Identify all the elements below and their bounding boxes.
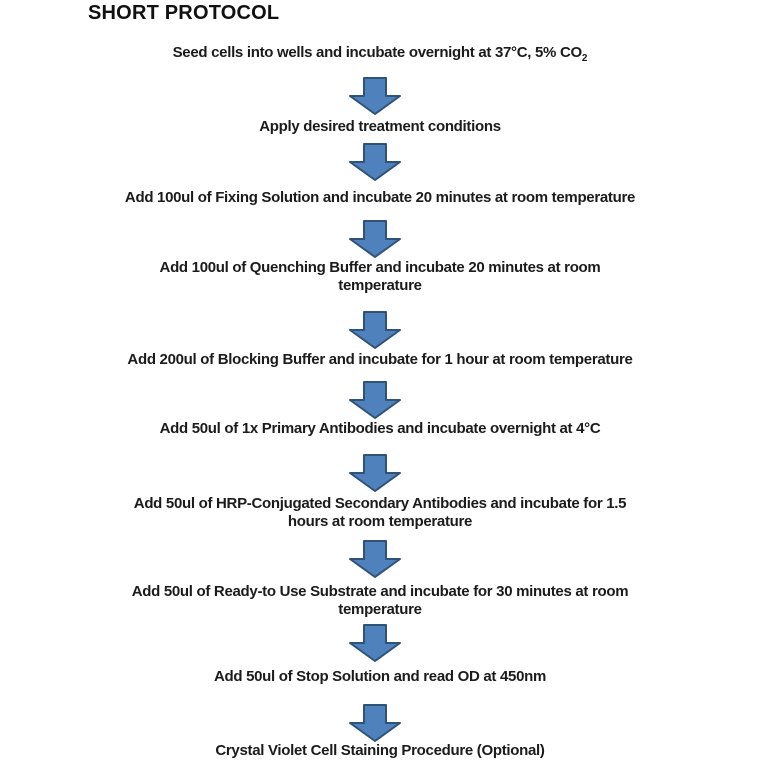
step-text: Crystal Violet Cell Staining Procedure (Optional) [215, 742, 545, 759]
down-arrow-icon [349, 381, 401, 419]
step-text: Apply desired treatment conditions [259, 118, 501, 135]
step-text: Add 50ul of HRP-Conjugated Secondary Antibodies and incubate for 1.5 [133, 495, 627, 512]
protocol-step-5 [0, 351, 760, 369]
step-text: Add 50ul of 1x Primary Antibodies and incubate overnight at 4°C [159, 420, 601, 437]
subscript-2: 2 [581, 53, 588, 64]
protocol-step-8 [0, 583, 760, 619]
down-arrow-icon [349, 143, 401, 181]
step-text: Add 50ul of Ready-to Use Substrate and incubate for 30 minutes at room [131, 583, 629, 600]
step-text: temperature [338, 601, 422, 618]
down-arrow-icon [349, 454, 401, 492]
down-arrow-icon [349, 624, 401, 662]
step-text: Add 50ul of Stop Solution and read OD at 450nm [213, 668, 547, 685]
protocol-step-6 [0, 420, 760, 438]
protocol-step-1 [0, 44, 760, 68]
down-arrow-icon [349, 311, 401, 349]
step-text: hours at room temperature [287, 513, 473, 530]
down-arrow-icon [349, 540, 401, 578]
step-text: Seed cells into wells and incubate overnight at 37°C, 5% $CO_2$ [172, 44, 588, 64]
protocol-step-4 [0, 259, 760, 295]
step-text: Add 200ul of Blocking Buffer and incubate for 1 hour at room temperature [127, 351, 633, 368]
protocol-step-3 [0, 189, 760, 207]
step-text: Add 100ul of Fixing Solution and incubate 20 minutes at room temperature [124, 189, 636, 206]
step-text: temperature [338, 277, 422, 294]
page-title: SHORT PROTOCOL [88, 2, 280, 24]
protocol-step-2 [0, 118, 760, 136]
down-arrow-icon [349, 704, 401, 742]
protocol-step-9 [0, 668, 760, 686]
step-text: Add 100ul of Quenching Buffer and incubate 20 minutes at room [159, 259, 601, 276]
protocol-step-7 [0, 495, 760, 531]
down-arrow-icon [349, 77, 401, 115]
down-arrow-icon [349, 220, 401, 258]
protocol-step-10 [0, 742, 760, 760]
